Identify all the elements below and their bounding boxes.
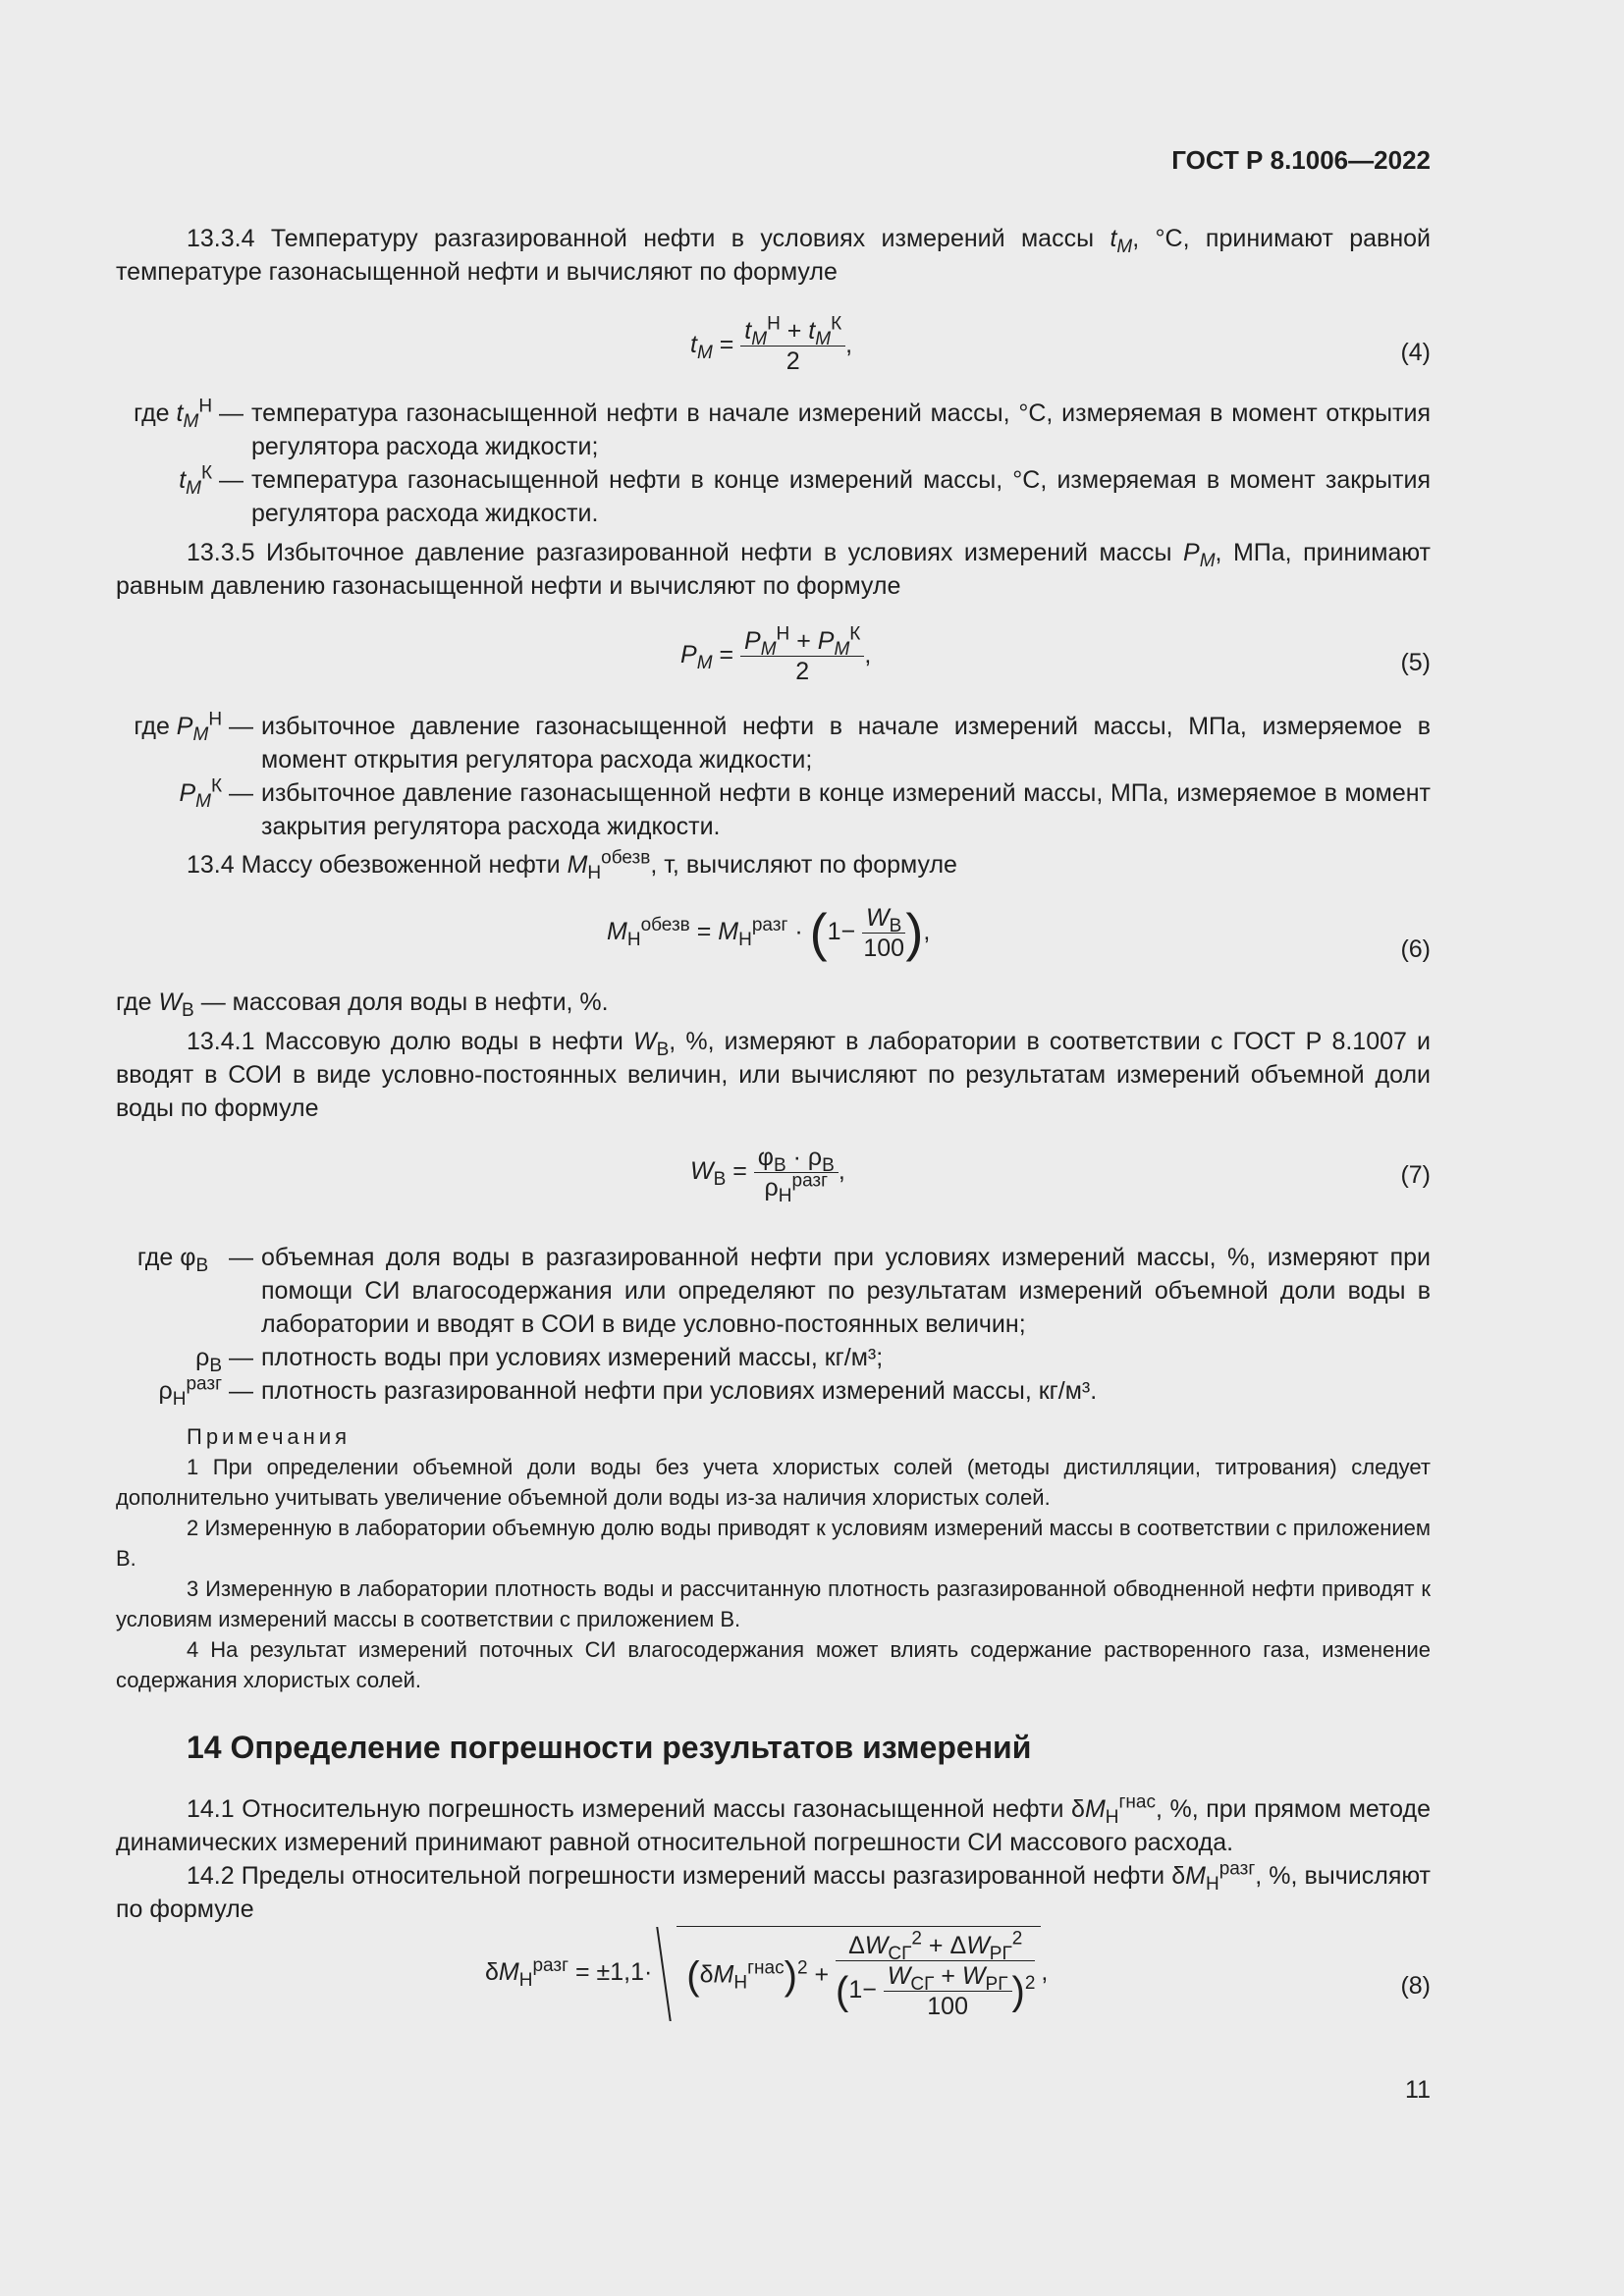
- where-text: объемная доля воды в разгазированной нефти при условиях измерений массы, %, измеряют при помощи СИ влагосодержания или определяют по результатам измерений объемной доли воды в лаборатории и вводят в СОИ в виде условно-постоянных величин;: [261, 1244, 1431, 1338]
- equation-4-number: (4): [1400, 339, 1431, 366]
- where-item: $\rho_В$ — плотность воды при условиях измерений массы, кг/м³;: [116, 1341, 1431, 1374]
- where-block-4: [116, 397, 1431, 530]
- equation-7-fraction: $\frac{\varphi_В \cdot \rho_В}{\rho_Н^{разг}}$: [754, 1143, 839, 1202]
- where-item: $\rho_Н^{разг}$ — плотность разгазированной нефти при условиях измерений массы, кг/м³.: [116, 1374, 1431, 1408]
- note-item: 4 На результат измерений поточных СИ влагосодержания может влиять содержание растворенного газа, изменение содержания хлористых солей.: [116, 1637, 1431, 1692]
- where-text: температура газонасыщенной нефти в конце измерений массы, °C, измеряемая в момент закрытия регулятора расхода жидкости.: [251, 466, 1431, 527]
- where-text: избыточное давление газонасыщенной нефти в начале измерений массы, МПа, измеряемое в момент открытия регулятора расхода жидкости;: [261, 713, 1431, 774]
- where-text: плотность воды при условиях измерений массы, кг/м³;: [261, 1344, 884, 1371]
- where-text: плотность разгазированной нефти при условиях измерений массы, кг/м³.: [261, 1377, 1098, 1405]
- paragraph-14-2: 14.2 Пределы относительной погрешности измерений массы разгазированной нефти $\delta M_Н^{разг}$, %, вычисляют по формуле: [116, 1858, 1432, 1923]
- where-block-5: [116, 710, 1431, 843]
- page-number: 11: [1405, 2076, 1431, 2104]
- note-item: 2 Измеренную в лаборатории объемную долю воды приводят к условиям измерений массы в соответствии с приложением В.: [116, 1516, 1431, 1571]
- equation-8-fraction: $\Delta W_{СГ}^2 + \Delta W_{РГ}^2$ (1− $\frac{W_{СГ} + W_{РГ}}{100}$ )$^2$: [836, 1928, 1036, 2020]
- where-item: $P_M^К$ — избыточное давление газонасыщенной нефти в конце измерений массы, МПа, измеряемое в момент закрытия регулятора расхода жидкости.: [116, 776, 1431, 843]
- paragraph-13-4-1: 13.4.1 Массовую долю воды в нефти $W_В$, %, измеряют в лаборатории в соответствии с ГОСТ Р 8.1007 и вводят в СОИ в виде условно-постоянных величин, или вычисляют по результатам измерений объемной доли воды по формуле: [116, 1028, 1431, 1122]
- equation-6-number: (6): [1400, 935, 1431, 963]
- where-text: избыточное давление газонасыщенной нефти в конце измерений массы, МПа, измеряемое в момент закрытия регулятора расхода жидкости.: [261, 779, 1431, 840]
- notes-block: [116, 1421, 1431, 1695]
- equation-6-fraction: $\frac{W_В}{100}$: [863, 904, 905, 962]
- paragraph-13-3-5: 13.3.5 Избыточное давление разгазированной нефти в условиях измерений массы $P_M$, МПа, принимают равным давлению газонасыщенной нефти и вычисляют по формуле: [116, 539, 1432, 600]
- equation-7-number: (7): [1400, 1161, 1431, 1189]
- where-item: где $\varphi_В$ — объемная доля воды в разгазированной нефти при условиях измерений массы, %, измеряют при помощи СИ влагосодержания или определяют по результатам измерений объемной доли воды в лаборатории и вводят в СОИ в виде условно-постоянных величин;: [116, 1241, 1431, 1341]
- where-item: где $P_M^Н$ — избыточное давление газонасыщенной нефти в начале измерений массы, МПа, измеряемое в момент открытия регулятора расхода жидкости;: [116, 710, 1431, 776]
- paragraph-13-3-4: 13.3.4 Температуру разгазированной нефти в условиях измерений массы $t_M$, °C, принимают равной температуре газонасыщенной нефти и вычисляют по формуле: [116, 225, 1431, 286]
- where-block-7: [116, 1241, 1431, 1408]
- where-item: где $t_M^Н$ — температура газонасыщенной нефти в начале измерений массы, °C, измеряемая в момент открытия регулятора расхода жидкости;: [116, 397, 1431, 463]
- paragraph-13-4: 13.4 Массу обезвоженной нефти $M_Н^{обезв}$, т, вычисляют по формуле: [187, 847, 957, 883]
- where-block-6: где $W_В$ — массовая доля воды в нефти, %.: [116, 988, 609, 1021]
- paragraph-14-1: 14.1 Относительную погрешность измерений массы газонасыщенной нефти $\delta M_Н^{гнас}$, %, при прямом методе динамических измерений принимают равной относительной погрешности СИ массового расхода.: [116, 1791, 1431, 1856]
- notes-title: Примечания: [187, 1424, 352, 1449]
- equation-4-fraction: $\frac{t_M^Н + t_M^К}{2}$: [740, 316, 845, 376]
- equation-8-number: (8): [1400, 1972, 1431, 2000]
- equation-5-number: (5): [1400, 649, 1431, 676]
- where-item: $t_M^К$ — температура газонасыщенной нефти в конце измерений массы, °C, измеряемая в момент закрытия регулятора расхода жидкости.: [116, 463, 1431, 530]
- document-page: ГОСТ Р 8.1006—2022 13.3.4 Температуру разгазированной нефти в условиях измерений массы $t_M$, °C, принимают равной температуре газонасыщенной нефти и вычисляют по формуле $t_M$ = $\frac{t_M^Н + t_M^К}{2}$ , (4) где $t_M^Н$ — температура газонасыщенной нефти в начале измерений массы, °C, измеряемая в момент открытия регулятора расхода жидкости; $t_M^К$ — температура газонасыщенной нефти в конце измерений массы, °C, измеряемая в момент закрытия регулятора расхода жидкости. 13.3.5 Избыточное давление разгазированной нефти в условиях измерений массы $P_M$, МПа, принимают равным давлению газонасыщенной нефти и вычисляют по формуле $P_M$ = $\frac{P_M^Н + P_M^К}{2}$ , (5) где $P_M^Н$ — избыточное давление газонасыщенной нефти в начале измерений массы, МПа, измеряемое в момент открытия регулятора расхода жидкости; $P_M^К$ — избыточное давление газонасыщенной нефти в конце измерений массы, МПа, измеряемое в момент закрытия регулятора расхода жидкости. 13.4 Массу обезвоженной нефти $M_Н^{обезв}$, т, вычисляют по формуле $M_Н^{обезв} = M_Н^{разг} \cdot (1-$ $\frac{W_В}{100}$ ), (6) где $W_В$ — массовая доля воды в нефти, %. 13.4.1 Массовую долю воды в нефти $W_В$, %, измеряют в лаборатории в соответствии с ГОСТ Р 8.1007 и вводят в СОИ в виде условно-постоянных величин, или вычисляют по результатам измерений объемной доли воды по формуле $W_В$ = $\frac{\varphi_В \cdot \rho_В}{\rho_Н^{разг}}$ , (7) где $\varphi_В$ — объемная доля воды в разгазированной нефти при условиях измерений массы, %, измеряют при помощи СИ влагосодержания или определяют по результатам измерений объемной доли воды в лаборатории и вводят в СОИ в виде условно-постоянных величин; $\rho_В$ — плотность воды при условиях измерений массы, кг/м³; $\rho_Н^{разг}$ — плотность разгазированной нефти при условиях измерений массы, кг/м³. Примечания 1 При определении объемной доли воды без учета хлористых солей (методы дистилляции, титрования) следует дополнительно учитывать увеличение объемной доли воды из-за наличия хлористых солей. 2 Измеренную в лаборатории объемную долю воды приводят к условиям измерений массы в соответствии с приложением В. 3 Измеренную в лаборатории плотность воды и рассчитанную плотность разгазированной обводненной нефти приводят к условиям измерений массы в соответствии с приложением В. 4 На результат измерений поточных СИ влагосодержания может влиять содержание растворенного газа, изменение содержания хлористых солей. 14 Определение погрешности результатов измерений 14.1 Относительную погрешность измерений массы газонасыщенной нефти $\delta M_Н^{гнас}$, %, при прямом методе динамических измерений принимают равной относительной погрешности СИ массового расхода. 14.2 Пределы относительной погрешности измерений массы разгазированной нефти $\delta M_Н^{разг}$, %, вычисляют по формуле $\delta M_Н^{разг} = \pm 1,1\cdot (\delta M_Н^{гнас})^2$ + $\Delta W_{СГ}^2 + \Delta W_{РГ}^2$ (1− $\frac{W_{СГ} + W_{РГ}}{100}$ )$^2$ , (8) 11: [0, 0, 1624, 2296]
- note-item: 3 Измеренную в лаборатории плотность воды и рассчитанную плотность разгазированной обводненной нефти приводят к условиям измерений массы в соответствии с приложением В.: [116, 1576, 1431, 1631]
- where-text: температура газонасыщенной нефти в начале измерений массы, °C, измеряемая в момент открытия регулятора расхода жидкости;: [251, 400, 1431, 460]
- section-heading: 14 Определение погрешности результатов измерений: [187, 1730, 1032, 1765]
- document-id-header: ГОСТ Р 8.1006—2022: [1171, 145, 1431, 175]
- equation-8-root: $(\delta M_Н^{гнас})^2$ + $\Delta W_{СГ}^2 + \Delta W_{РГ}^2$ (1− $\frac{W_{СГ} + W_{РГ}}{100}$ )$^2$: [677, 1926, 1041, 2021]
- equation-5-fraction: $\frac{P_M^Н + P_M^К}{2}$: [740, 626, 864, 686]
- note-item: 1 При определении объемной доли воды без учета хлористых солей (методы дистилляции, титрования) следует дополнительно учитывать увеличение объемной доли воды из-за наличия хлористых солей.: [116, 1455, 1431, 1510]
